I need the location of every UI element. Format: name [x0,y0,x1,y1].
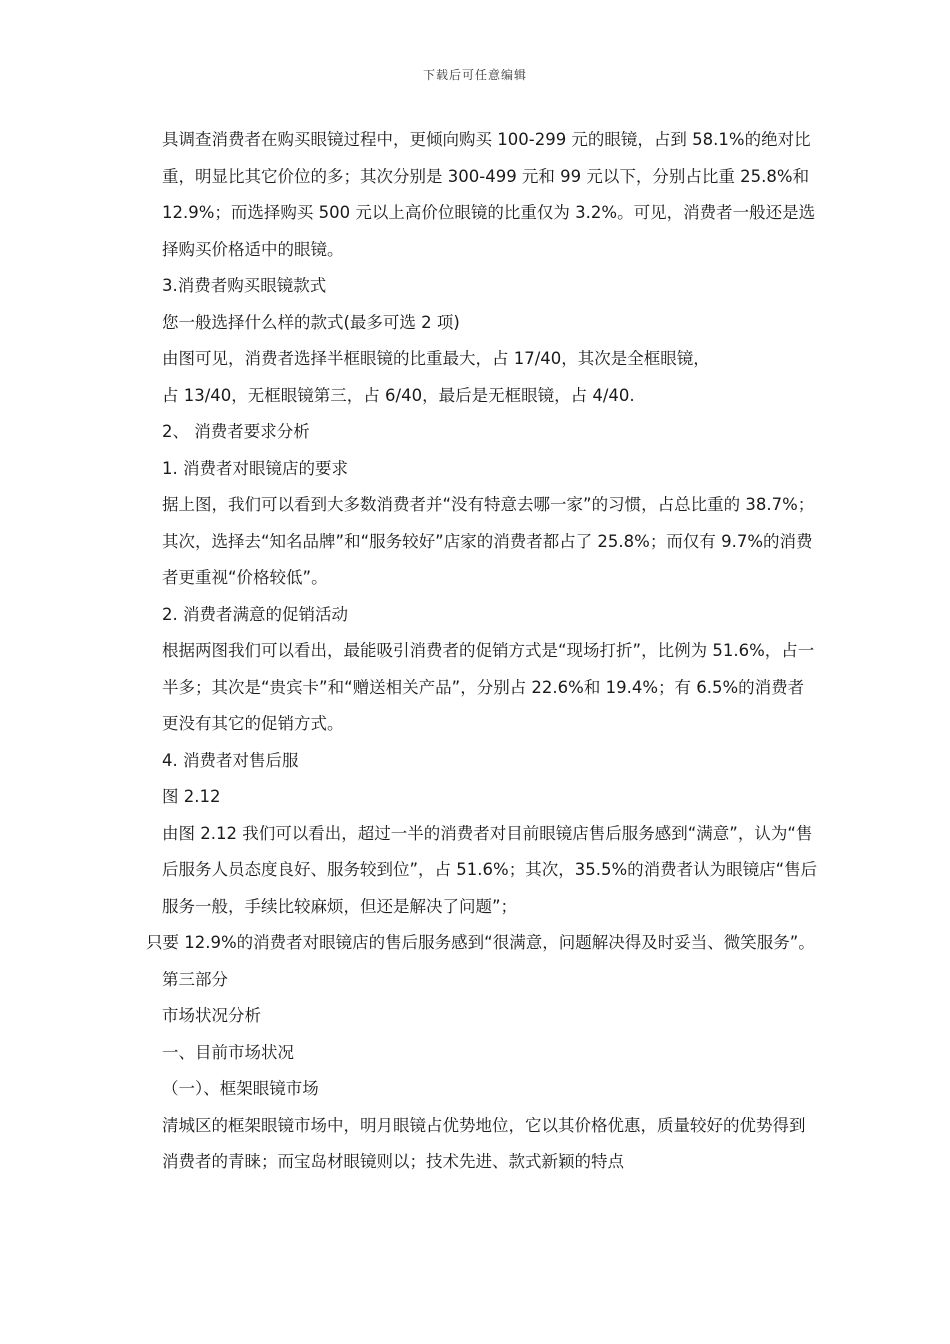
survey-question-style: 您一般选择什么样的款式(最多可选 2 项) [162,312,460,332]
heading-frame-glasses-market: （一）、框架眼镜市场 [162,1079,319,1098]
document-body [146,122,818,1181]
paragraph-price-preference: 具调查消费者在购买眼镜过程中，更倾向购买 100-299 元的眼镜，占到 58.1%的绝对比重，明显比其它价位的多；其次分别是 300-499 元和 99 元以下，分别占比重 25.8%和 12.9%；而选择购买 500 元以上高价位眼镜的比重仅为 3.2%。可见，消费者一般还是选择购买价格适中的眼镜。 [162,130,816,259]
paragraph-promotions: 根据两图我们可以看出，最能吸引消费者的促销方式是“现场打折”，比例为 51.6%，占一半多；其次是“贵宾卡”和“赠送相关产品”，分别占 22.6%和 19.4%；有 6.5%的消费者更没有其它的促销方式。 [162,641,815,733]
heading-part-three: 第三部分 [162,969,228,989]
heading-consumer-requirements: 2、 消费者要求分析 [162,422,310,441]
paragraph-style-analysis-2: 占 13/40，无框眼镜第三，占 6/40，最后是无框眼镜，占 4/40. [162,385,635,405]
paragraph-after-sales-2: 只要 12.9%的消费者对眼镜店的售后服务感到“很满意，问题解决得及时妥当、微笑服务”。 [146,933,815,952]
page-header: 下载后可任意编辑 [422,68,527,82]
paragraph-frame-glasses-market: 清城区的框架眼镜市场中，明月眼镜占优势地位，它以其价格优惠，质量较好的优势得到消费者的青睐；而宝岛材眼镜则以；技术先进、款式新颖的特点 [162,1115,806,1171]
heading-current-market: 一、目前市场状况 [162,1042,294,1062]
heading-promotions: 2. 消费者满意的促销活动 [162,604,348,624]
paragraph-style-analysis-1: 由图可见，消费者选择半框眼镜的比重最大，占 17/40，其次是全框眼镜， [162,349,710,368]
heading-market-analysis: 市场状况分析 [162,1006,261,1025]
paragraph-store-requirements: 据上图，我们可以看到大多数消费者并“没有特意去哪一家”的习惯，占总比重的 38.7%；其次，选择去“知名品牌”和“服务较好”店家的消费者都占了 25.8%；而仅有 9.7%的消费者更重视“价格较低”。 [162,495,815,587]
heading-after-sales: 4. 消费者对售后服 [162,750,299,770]
heading-style-section: 3.消费者购买眼镜款式 [162,276,327,295]
paragraph-after-sales-1: 由图 2.12 我们可以看出，超过一半的消费者对目前眼镜店售后服务感到“满意”，认为“售后服务人员态度良好、服务较到位”，占 51.6%；其次，35.5%的消费者认为眼镜店“售后服务一般，手续比较麻烦，但还是解决了问题”； [162,823,818,916]
heading-store-requirements: 1. 消费者对眼镜店的要求 [162,458,348,478]
figure-caption: 图 2.12 [162,787,221,806]
